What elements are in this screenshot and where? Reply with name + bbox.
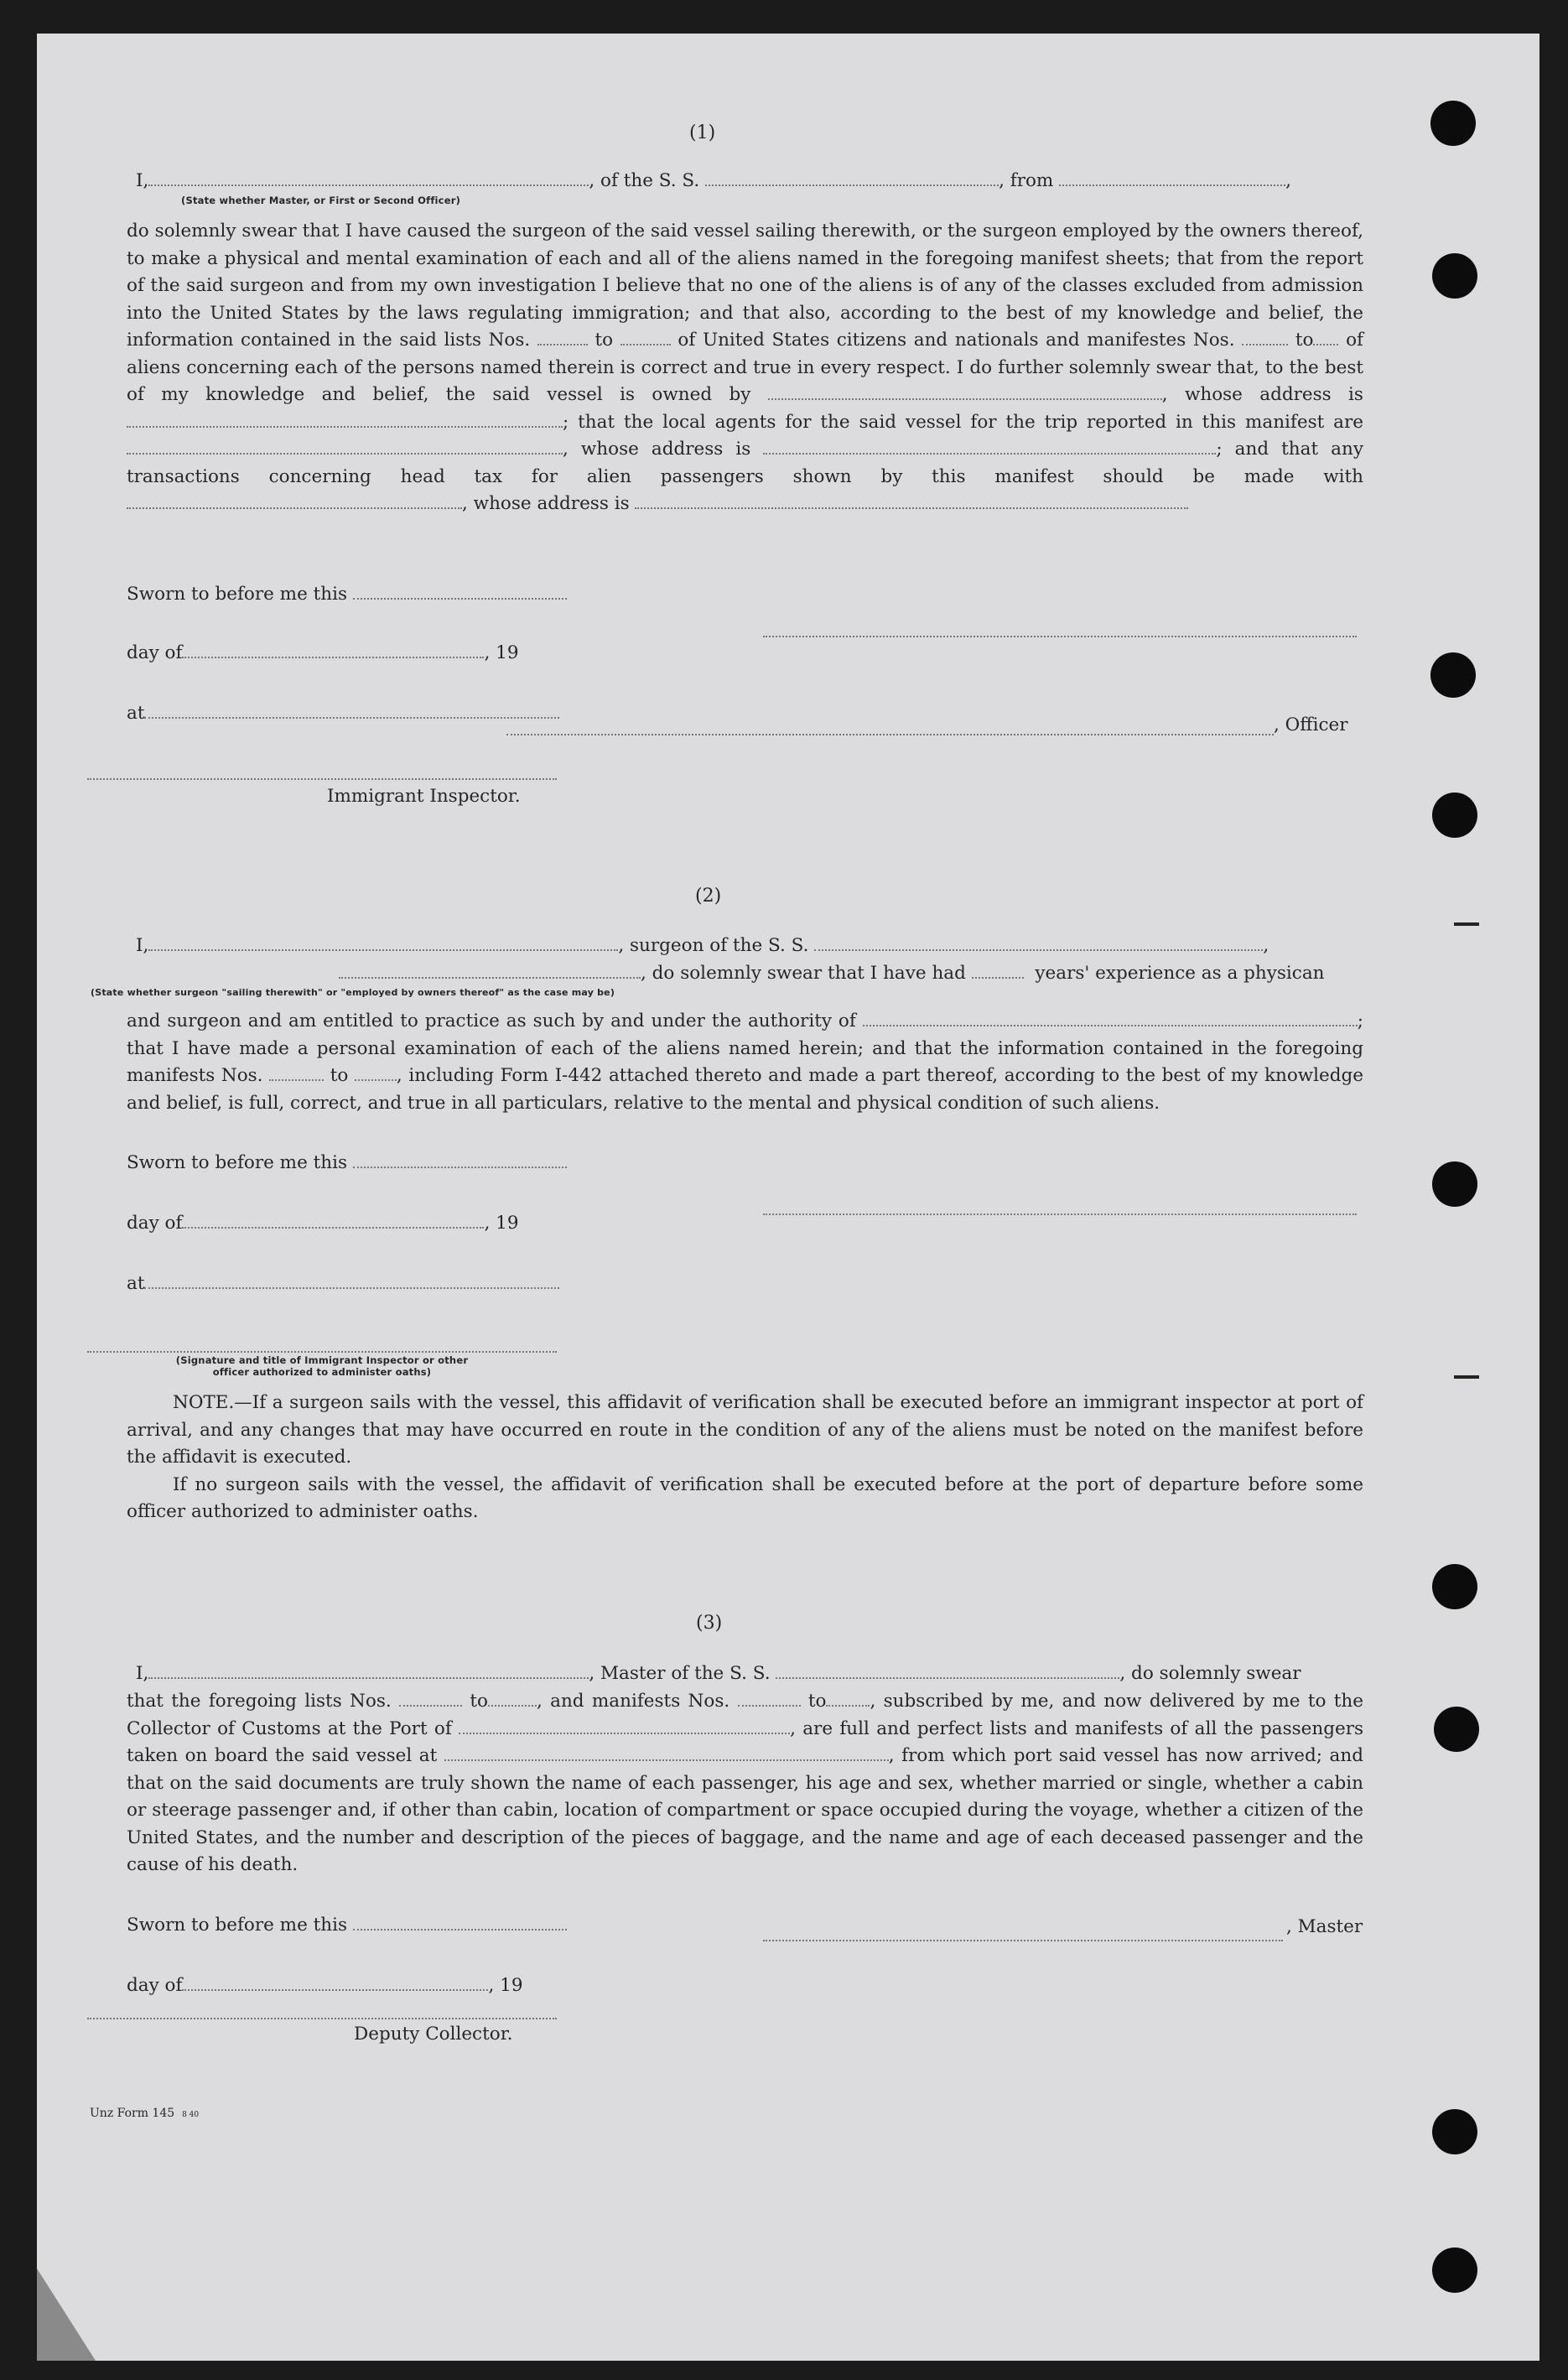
binder-hole: [1432, 2109, 1477, 2154]
officer-label: , Officer: [1274, 715, 1348, 735]
years-label: years' experience as a physican: [1035, 963, 1325, 984]
from-port-field[interactable]: [1059, 169, 1285, 186]
officer-signature-line[interactable]: [763, 636, 1357, 637]
surgeon-signature-line[interactable]: [763, 1213, 1357, 1215]
section-3-number: (3): [696, 1613, 723, 1634]
manifests-from-field[interactable]: [269, 1064, 324, 1081]
deputy-collector-label: Deputy Collector.: [354, 2024, 513, 2045]
master-label: , Master: [1286, 1916, 1363, 1937]
form-page: (1) I, , of the S. S. , from , (State whether Master, or First or Second Officer) do solemnly swear that I have caused the surgeon of the said vessel sailing therewith, or the surgeon employed by the owners thereof, to make a physical and mental examination of each and all of the aliens named in the foregoing manifest sheets; that from the report of the said surgeon and from my own investigation I believe that no one of the aliens is of any of the classes excluded from admission into the United States by the laws regulating immigration; and that also, according to the best of my knowledge and belief, the information contained in the said lists Nos. to of United States citizens and nationals and manifestes Nos. to of aliens concerning each of the persons named therein is correct and true in every respect. I do further solemnly swear that, to the best of my knowledge and belief, the said vessel is owned by , whose address is ; that the local agents for the said vessel for the trip reported in this manifest are , whose address is ; and that any transactions concerning head tax for alien passengers shown by this manifest should be made with , whose address is Sworn to before me this day of , 19 at , Officer Immigrant Inspector. (2) I, , surgeon of the S. S. , , do solemnly swear that I have had years' experience as a physican (State whether surgeon "sailing therewith" or "employed by owners thereof" as the case may be) and surgeon and am entitled to practice as such by and under the authority of ; that I have made a personal examination of each of the aliens named herein; and that the information contained in the foregoing manifests Nos. to , including Form I-442 attached thereto and made a part thereof, according to the best of my knowledge and belief, is full, correct, and true in all particulars, relative to the mental and physical condition of such aliens. Sworn to before me this day of , 19 at (Signature and title of Immigrant Inspector or other officer authorized to administer oaths) NOTE.—If a surgeon sails with the vessel, this affidavit of verification shall be executed before an immigrant inspector at port of arrival, and any changes that may have occurred en route in the condition of any of the aliens must be noted on the manifest before the affidavit is executed. If no surgeon sails with the vessel, the affidavit of verification shall be executed before at the port of departure before some officer authorized to administer oaths. (3) I, , Master of the S. S. , do solemnly swear that the foregoing lists Nos. to , and manifests Nos. to , subscribed by me, and now delivered by me to the Collector of Customs at the Port of , are full and perfect lists and manifests of all the passengers taken on board the said vessel at , from which port said vessel has now arrived; and that on the said documents are truly shown the name of each passenger, his age and sex, whether married or single, whether a cabin or steerage passenger and, if other than cabin, location of compartment or space occupied during the voyage, whether a citizen of the United States, and the number and description of the pieces of baggage, and the name and age of each deceased passenger and the cause of his death. Sworn to before me this , Master day of , 19 Deputy Collector. Unz Form 145 8 40: [37, 34, 1539, 2361]
year-label: , 19: [484, 642, 519, 663]
day-of-label: day of: [127, 1975, 183, 1996]
surgeon-status-field[interactable]: [339, 962, 641, 979]
swear-label: , do solemnly swear: [1119, 1663, 1301, 1684]
lead-i: I,: [136, 170, 149, 191]
at-label: at: [127, 1273, 145, 1294]
ship-name-field[interactable]: [814, 934, 1263, 951]
manifests-from-field[interactable]: [1242, 329, 1288, 346]
day-field[interactable]: [182, 1212, 484, 1229]
day-field[interactable]: [182, 1974, 488, 1991]
agents-address-field[interactable]: [763, 438, 1216, 455]
at-field[interactable]: [144, 702, 559, 719]
manifests-to-field[interactable]: [1313, 329, 1338, 346]
binder-hole: [1434, 1707, 1479, 1752]
binder-hole: [1432, 792, 1477, 838]
of-ss-label: , of the S. S.: [589, 170, 700, 191]
embark-port-field[interactable]: [444, 1744, 889, 1761]
day-of-label: day of: [127, 1213, 183, 1234]
inspector-signature-line[interactable]: [87, 1351, 557, 1353]
binder-hole: [1432, 2247, 1477, 2293]
binder-hole: [1432, 1161, 1477, 1207]
day-field[interactable]: [182, 642, 484, 658]
surgeon-note-text: NOTE.—If a surgeon sails with the vessel, this affidavit of verification shall be executed before an immigrant inspector at port of arrival, and any changes that may have occurred en route in the condition of any of the aliens must be noted on the manifest before the affidavit is executed. If no surgeon sails with the vessel, the affidavit of verification shall be executed before at the port of departure before some officer authorized to administer oaths.: [127, 1392, 1363, 1522]
section-3-text: that the foregoing lists Nos. to , and manifests Nos. to , subscribed by me, and now delivered by me to the Collector of Customs at the Port of , are full and perfect lists and manifests of all the passengers taken on board the said vessel at , from which port said vessel has now arrived; and that on the said documents are truly shown the name of each passenger, his age and sex, whether married or single, whether a cabin or steerage passenger and, if other than cabin, location of compartment or space occupied during the voyage, whether a citizen of the United States, and the number and description of the pieces of baggage, and the name and age of each deceased passenger and the cause of his death.: [127, 1691, 1364, 1875]
at-field[interactable]: [144, 1272, 559, 1289]
inspector-label: Immigrant Inspector.: [327, 786, 521, 807]
sworn-field[interactable]: [353, 1151, 567, 1168]
at-label: at: [127, 703, 145, 724]
lists-from-field[interactable]: [399, 1690, 462, 1707]
binder-hole: [1432, 1564, 1477, 1609]
ship-name-field[interactable]: [776, 1662, 1119, 1679]
manifests-from-field[interactable]: [738, 1690, 801, 1707]
swear-label: , do solemnly swear that I have had: [641, 963, 966, 984]
head-tax-address-field[interactable]: [635, 492, 1188, 509]
surgeon-note: (State whether surgeon "sailing therewith" or "employed by owners thereof" as the case may be): [91, 987, 615, 998]
signature-note: (Signature and title of Immigrant Inspector or other officer authorized to administer oaths): [175, 1354, 469, 1378]
section-2-number: (2): [695, 886, 722, 907]
surgeon-name-field[interactable]: [148, 934, 618, 951]
lists-from-field[interactable]: [537, 329, 588, 346]
lists-to-field[interactable]: [488, 1690, 537, 1707]
owner-address-field[interactable]: [127, 411, 563, 428]
lists-to-field[interactable]: [620, 329, 671, 346]
form-number: Unz Form 145 8 40: [90, 2107, 200, 2120]
head-tax-contact-field[interactable]: [127, 492, 462, 509]
sworn-label: Sworn to before me this: [127, 1152, 348, 1173]
day-of-label: day of: [127, 642, 183, 663]
from-label: , from: [999, 170, 1054, 191]
sworn-label: Sworn to before me this: [127, 1915, 348, 1936]
sworn-field[interactable]: [353, 583, 567, 600]
section-1-number: (1): [689, 122, 716, 143]
ship-name-field[interactable]: [705, 169, 999, 186]
master-signature-line[interactable]: [763, 1940, 1283, 1941]
officer-line[interactable]: [506, 734, 1274, 735]
manifests-to-field[interactable]: [826, 1690, 870, 1707]
binder-hole: [1432, 253, 1477, 299]
sworn-field[interactable]: [353, 1914, 567, 1931]
margin-mark: [1454, 922, 1479, 926]
binder-hole: [1430, 101, 1476, 146]
sworn-label: Sworn to before me this: [127, 584, 348, 605]
owner-field[interactable]: [768, 383, 1162, 400]
section-2-text: and surgeon and am entitled to practice as such by and under the authority of ; that I have made a personal examination of each of the aliens named herein; and that the information contained in the foregoing manifests Nos. to , including Form I-442 attached thereto and made a part thereof, according to the best of my knowledge and belief, is full, correct, and true in all particulars, relative to the mental and physical condition of such aliens.: [127, 1011, 1364, 1114]
deputy-signature-line[interactable]: [87, 2018, 557, 2019]
agents-field[interactable]: [127, 438, 563, 455]
years-field[interactable]: [972, 962, 1024, 979]
section-1-text: do solemnly swear that I have caused the surgeon of the said vessel sailing therewith, or the surgeon employed by the owners thereof, to make a physical and mental examination of each and all of the aliens named in the foregoing manifest sheets; that from the report of the said surgeon and from my own investigation I believe that no one of the aliens is of any of the classes excluded from admission into the United States by the laws regulating immigration; and that also, according to the best of my knowledge and belief, the information contained in the said lists Nos. to of United States citizens and nationals and manifestes Nos. to of aliens concerning each of the persons named therein is correct and true in every respect. I do further solemnly swear that, to the best of my knowledge and belief, the said vessel is owned by , whose address is ; that the local agents for the said vessel for the trip reported in this manifest are , whose address is ; and that any transactions concerning head tax for alien passengers shown by this manifest should be made with , whose address is: [127, 221, 1363, 514]
margin-mark: [1454, 1375, 1479, 1379]
manifests-to-field[interactable]: [355, 1064, 397, 1081]
master-name-field[interactable]: [148, 1662, 589, 1679]
binder-hole: [1430, 652, 1476, 698]
authority-field[interactable]: [863, 1010, 1358, 1026]
year-label: , 19: [484, 1213, 519, 1234]
surgeon-of-label: , surgeon of the S. S.: [618, 935, 809, 956]
page-curl: [37, 2268, 96, 2361]
inspector-signature-line[interactable]: [87, 778, 557, 780]
master-of-label: , Master of the S. S.: [589, 1663, 771, 1684]
lead-i: I,: [136, 935, 149, 956]
lead-i: I,: [136, 1663, 149, 1684]
officer-note: (State whether Master, or First or Second Officer): [181, 195, 461, 206]
officer-name-field[interactable]: [148, 169, 589, 186]
year-label: , 19: [488, 1975, 523, 1996]
port-field[interactable]: [459, 1717, 790, 1734]
